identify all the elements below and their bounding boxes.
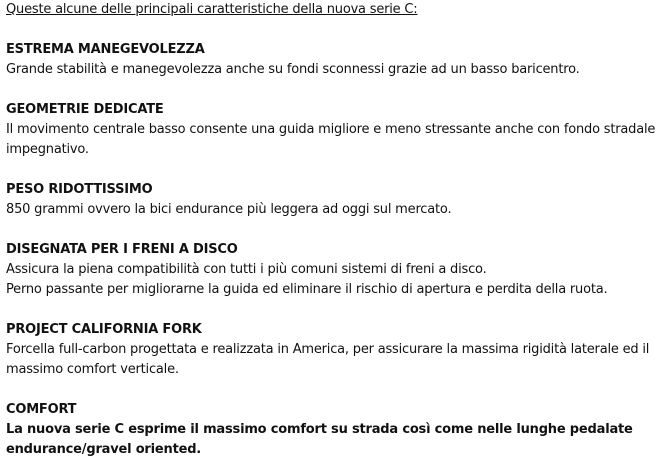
section-project-california-fork (6, 320, 665, 380)
section-heading: PROJECT CALIFORNIA FORK (6, 322, 202, 337)
section-disegnata-freni-disco (6, 240, 665, 300)
section-text: La nuova serie C esprime il massimo comfort su strada così come nelle lunghe pedalate (6, 422, 633, 437)
section-text: Forcella full-carbon progettata e realizzata in America, per assicurare la massima rigidità laterale ed il (6, 342, 650, 357)
section-text: endurance/gravel oriented. (6, 442, 202, 457)
intro-text: Queste alcune delle principali caratteristiche della nuova serie C: (6, 2, 418, 17)
section-text: massimo comfort verticale. (6, 362, 179, 377)
section-text: Il movimento centrale basso consente una guida migliore e meno stressante anche con fondo stradale (6, 122, 656, 137)
section-heading: DISEGNATA PER I FRENI A DISCO (6, 242, 238, 257)
section-heading: GEOMETRIE DEDICATE (6, 102, 164, 117)
section-estrema-manegevolezza (6, 40, 665, 80)
section-heading: COMFORT (6, 402, 77, 417)
section-heading: ESTREMA MANEGEVOLEZZA (6, 42, 205, 57)
section-text: Perno passante per migliorarne la guida ed eliminare il rischio di apertura e perdita della ruota. (6, 282, 608, 297)
section-peso-ridottissimo (6, 180, 665, 220)
section-text: 850 grammi ovvero la bici endurance più leggera ad oggi sul mercato. (6, 202, 452, 217)
section-text: Grande stabilità e manegevolezza anche su fondi sconnessi grazie ad un basso baricentro. (6, 62, 580, 77)
section-heading: PESO RIDOTTISSIMO (6, 182, 153, 197)
section-geometrie-dedicate (6, 100, 665, 160)
section-comfort (6, 400, 665, 460)
section-text: Assicura la piena compatibilità con tutti i più comuni sistemi di freni a disco. (6, 262, 487, 277)
section-text: impegnativo. (6, 142, 89, 157)
